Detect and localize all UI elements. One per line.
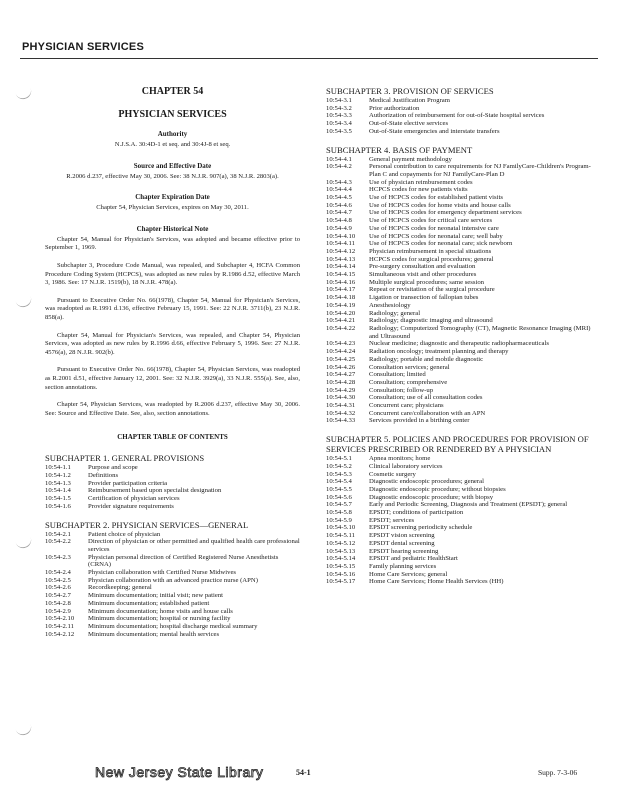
section-number: 10:54-4.25: [326, 355, 356, 363]
section-title: Consultation; follow-up: [369, 386, 434, 394]
section-title: Early and Periodic Screening, Diagnosis and Treatment (EPSDT); general: [369, 501, 568, 509]
subchapter-heading: SUBCHAPTER 4. BASIS OF PAYMENT: [326, 144, 473, 155]
section-title: EPSDT; services: [369, 516, 415, 524]
section-number: 10:54-4.9: [326, 224, 352, 232]
section-number: 10:54-1.2: [45, 471, 71, 479]
toc-entry[interactable]: [45, 592, 300, 600]
section-number: 10:54-3.3: [326, 112, 352, 120]
section-title: Anesthesiology: [369, 301, 411, 309]
section-title: Repeat or revisitation of the surgical procedure: [369, 286, 495, 294]
section-number: 10:54-4.7: [326, 209, 352, 217]
section-number: 10:54-1.6: [45, 502, 71, 510]
expiration-text: Chapter 54, Physician Services, expires on May 30, 2011.: [96, 204, 249, 212]
section-number: 10:54-5.4: [326, 478, 352, 486]
toc-entry[interactable]: [326, 578, 596, 586]
section-number: 10:54-5.15: [326, 562, 356, 570]
section-title: Minimum documentation; initial visit; new patient: [88, 592, 224, 600]
toc-left: [45, 453, 300, 638]
toc-entry[interactable]: [326, 501, 596, 509]
section-title: Minimum documentation; mental health services: [88, 630, 220, 638]
toc-entry[interactable]: [326, 356, 596, 364]
toc-entry[interactable]: [326, 394, 596, 402]
section-title: Minimum documentation; established patient: [88, 599, 210, 607]
subchapter-heading: SUBCHAPTER 1. GENERAL PROVISIONS: [45, 453, 205, 464]
section-title: Personal contribution to care requirements for NJ FamilyCare-Children's Program-Plan C and copayments for NJ FamilyCare-Plan D: [369, 163, 591, 178]
section-title: Purpose and scope: [88, 464, 138, 472]
section-number: 10:54-3.1: [326, 97, 352, 104]
margin-mark: [15, 535, 34, 551]
toc-entry[interactable]: [326, 286, 596, 294]
authority-heading: Authority: [157, 130, 188, 138]
expiration-heading: Chapter Expiration Date: [135, 193, 210, 202]
section-title: Apnea monitors; home: [369, 455, 431, 463]
toc-entry[interactable]: [326, 225, 596, 233]
section-title: EPSDT; conditions of participation: [369, 509, 464, 517]
section-title: Ligation or transection of fallopian tubes: [369, 294, 479, 302]
section-number: 10:54-4.32: [326, 409, 356, 417]
library-stamp: New Jersey State Library: [95, 764, 264, 780]
toc-entry[interactable]: [326, 179, 596, 187]
section-title: Radiology; diagnostic imaging and ultrasound: [369, 317, 493, 325]
toc-entry[interactable]: [45, 584, 300, 592]
chapter-label: CHAPTER 54: [141, 86, 204, 97]
section-number: 10:54-2.10: [45, 615, 75, 623]
section-number: 10:54-4.29: [326, 386, 356, 394]
section-title: Consultation; comprehensive: [369, 378, 448, 386]
toc-entry[interactable]: [326, 340, 596, 348]
section-number: 10:54-4.31: [326, 402, 356, 410]
section-title: Medical Justification Program: [369, 97, 450, 104]
section-title: EPSDT and pediatric HealthStart: [369, 555, 458, 563]
toc-entry[interactable]: [326, 279, 596, 287]
toc-heading: CHAPTER TABLE OF CONTENTS: [117, 433, 228, 442]
section-title: Radiology; general: [369, 309, 421, 317]
section-number: 10:54-1.4: [45, 487, 71, 495]
toc-entry[interactable]: [326, 379, 596, 387]
section-title: Use of HCPCS codes for neonatal care; well baby: [369, 232, 503, 240]
section-number: 10:54-2.12: [45, 630, 75, 638]
section-number: 10:54-4.1: [326, 155, 352, 163]
toc-entry[interactable]: [326, 348, 596, 356]
section-number: 10:54-4.8: [326, 217, 352, 225]
section-number: 10:54-3.5: [326, 127, 352, 135]
section-number: 10:54-5.12: [326, 539, 356, 547]
authority-text: N.J.S.A. 30:4D-1 et seq. and 30:4J-8 et seq.: [114, 141, 231, 148]
right-column: [326, 86, 596, 595]
section-title: Consultation services; general: [369, 363, 450, 371]
section-title: Certification of physician services: [88, 495, 180, 503]
section-number: 10:54-2.9: [45, 607, 71, 615]
history-paragraph: Chapter 54, Manual for Physician's Services, was repealed, and Chapter 54, Physician Services, was adopted as new rules by R.1996 d.66, effective February 5, 1996. See: 27 N.J.R. 4576(a), 28 N.J.R. 902(b).: [45, 331, 300, 356]
toc-list: [45, 531, 300, 639]
section-number: 10:54-1.5: [45, 495, 71, 503]
section-number: 10:54-2.7: [45, 592, 71, 600]
history-paragraph: Pursuant to Executive Order No. 66(1978), Chapter 54, Physician Services, was readopted as R.2001 d.51, effective January 12, 2001. See: 32 N.J.R. 3929(a), 33 N.J.R. 555(a). See, also, section annotations.: [45, 366, 300, 391]
section-title: HCPCS codes for surgical procedures; general: [369, 255, 494, 263]
section-number: 10:54-4.3: [326, 178, 352, 186]
section-number: 10:54-1.1: [45, 464, 71, 472]
section-number: 10:54-5.1: [326, 455, 352, 463]
section-title: Physician collaboration with an advanced practice nurse (APN): [88, 576, 258, 584]
section-title: Cosmetic surgery: [369, 470, 416, 478]
section-title: Reimbursement based upon specialist designation: [88, 487, 222, 495]
subchapter-heading: SUBCHAPTER 2. PHYSICIAN SERVICES—GENERAL: [45, 519, 249, 530]
history-heading: Chapter Historical Note: [136, 224, 209, 233]
toc-entry[interactable]: [326, 156, 596, 164]
section-title: Pre-surgery consultation and evaluation: [369, 263, 476, 271]
section-number: 10:54-5.3: [326, 470, 352, 478]
section-title: HCPCS codes for new patients visits: [369, 186, 468, 194]
section-number: 10:54-4.15: [326, 271, 356, 279]
toc-entry[interactable]: [326, 194, 596, 202]
section-title: Authorization of reimbursement for out-of-State hospital services: [369, 112, 545, 120]
section-title: Minimum documentation; hospital discharge medical summary: [88, 622, 258, 630]
toc-entry[interactable]: [326, 271, 596, 279]
toc-entry[interactable]: [45, 608, 300, 616]
section-number: 10:54-2.6: [45, 584, 71, 592]
toc-entry[interactable]: [326, 555, 596, 563]
section-number: 10:54-4.16: [326, 278, 356, 286]
section-number: 10:54-4.5: [326, 194, 352, 202]
toc-entry[interactable]: [45, 615, 300, 623]
toc-right: [326, 86, 596, 586]
section-number: 10:54-1.3: [45, 479, 71, 487]
section-number: 10:54-5.14: [326, 555, 356, 563]
section-title: Services provided in a birthing center: [369, 417, 470, 425]
section-number: 10:54-5.9: [326, 516, 352, 524]
toc-entry[interactable]: [326, 310, 596, 318]
section-title: Direction of physician or other permitted and qualified health care professional services: [88, 538, 300, 553]
subchapter-heading: SUBCHAPTER 3. PROVISION OF SERVICES: [326, 86, 494, 96]
section-number: 10:54-5.7: [326, 501, 352, 509]
toc-entry[interactable]: [326, 540, 596, 548]
section-title: Use of HCPCS codes for neonatal care; sick newborn: [369, 240, 513, 248]
toc-entry[interactable]: [45, 495, 300, 503]
section-number: 10:54-2.5: [45, 576, 71, 584]
section-title: Consultation; use of all consultation codes: [369, 394, 483, 402]
section-number: 10:54-4.17: [326, 286, 356, 294]
section-number: 10:54-5.11: [326, 532, 355, 540]
section-number: 10:54-5.5: [326, 485, 352, 493]
toc-list: [326, 97, 596, 136]
section-title: Out-of-State emergencies and interstate transfers: [369, 127, 500, 135]
toc-entry[interactable]: [326, 105, 596, 113]
toc-entry[interactable]: [45, 503, 300, 511]
section-number: 10:54-4.26: [326, 363, 356, 371]
section-title: Concurrent care/collaboration with an APN: [369, 409, 486, 417]
margin-mark: [15, 86, 34, 102]
source-heading: Source and Effective Date: [133, 161, 212, 170]
chapter-title: PHYSICIAN SERVICES: [118, 109, 227, 120]
toc-list: [326, 455, 596, 586]
section-number: 10:54-4.22: [326, 324, 356, 332]
section-number: 10:54-5.13: [326, 547, 356, 555]
toc-entry[interactable]: [326, 563, 596, 571]
section-title: Radiology; portable and mobile diagnostic: [369, 355, 484, 363]
history-paragraph: Chapter 54, Physician Services, was readopted by R.2006 d.237, effective May 30, 2006. See: Source and Effective Date. See, also, section annotations.: [45, 401, 300, 417]
toc-entry[interactable]: [326, 263, 596, 271]
toc-entry[interactable]: [326, 478, 596, 486]
section-title: Radiology; Computerized Tomography (CT), Magnetic Resonance Imaging (MRI) and Ultrasound: [369, 324, 591, 340]
section-number: 10:54-4.12: [326, 247, 356, 255]
section-number: 10:54-5.6: [326, 493, 352, 501]
section-title: Nuclear medicine; diagnostic and therapeutic radiopharmaceuticals: [369, 340, 549, 348]
section-title: Recordkeeping; general: [88, 584, 152, 592]
toc-entry[interactable]: [326, 548, 596, 556]
section-number: 10:54-4.24: [326, 348, 356, 356]
toc-entry[interactable]: [326, 294, 596, 302]
section-title: Minimum documentation; hospital or nursing facility: [88, 615, 231, 623]
section-title: Simultaneous visit and other procedures: [369, 271, 477, 279]
toc-entry[interactable]: [326, 417, 596, 425]
toc-entry[interactable]: [326, 163, 596, 178]
toc-entry[interactable]: [326, 248, 596, 256]
section-number: 10:54-4.28: [326, 378, 356, 386]
history-notes: [45, 236, 300, 419]
section-number: 10:54-5.17: [326, 578, 356, 586]
section-title: Diagnostic endoscopic procedures; general: [369, 478, 484, 486]
section-title: Provider participation criteria: [88, 479, 168, 487]
section-title: Physician reimbursement in special situations: [369, 247, 492, 255]
toc-entry[interactable]: [326, 202, 596, 210]
toc-entry[interactable]: [45, 554, 300, 569]
toc-entry[interactable]: [45, 480, 300, 488]
section-number: 10:54-4.19: [326, 301, 356, 309]
toc-entry[interactable]: [45, 464, 300, 472]
subchapter-heading: SUBCHAPTER 5. POLICIES AND PROCEDURES FOR PROVISION OF SERVICES PRESCRIBED OR RENDERED BY A PHYSICIAN: [326, 434, 589, 455]
toc-list: [45, 464, 300, 510]
toc-entry[interactable]: [326, 128, 596, 136]
section-title: Home Care Services; general: [369, 570, 448, 578]
section-title: Prior authorization: [369, 104, 420, 112]
toc-entry[interactable]: [45, 569, 300, 577]
section-number: 10:54-4.30: [326, 394, 356, 402]
toc-list: [326, 156, 596, 426]
section-title: Family planning services: [369, 562, 437, 570]
toc-entry[interactable]: [326, 97, 596, 105]
section-number: 10:54-4.18: [326, 294, 356, 302]
left-column: [45, 86, 300, 647]
toc-entry[interactable]: [326, 524, 596, 532]
section-title: Provider signature requirements: [88, 502, 174, 510]
section-number: 10:54-3.4: [326, 120, 352, 128]
history-paragraph: Chapter 54, Manual for Physician's Services, was adopted and became effective prior to September 1, 1969.: [45, 235, 300, 252]
section-number: 10:54-4.4: [326, 186, 352, 194]
toc-entry[interactable]: [45, 538, 300, 553]
toc-entry[interactable]: [45, 623, 300, 631]
section-number: 10:54-4.27: [326, 371, 356, 379]
toc-entry[interactable]: [45, 487, 300, 495]
toc-entry[interactable]: [45, 600, 300, 608]
section-title: Radiation oncology; treatment planning and therapy: [369, 348, 509, 356]
toc-entry[interactable]: [326, 186, 596, 194]
section-title: EPSDT dental screening: [369, 539, 435, 547]
toc-entry[interactable]: [326, 532, 596, 540]
section-title: Clinical laboratory services: [369, 462, 443, 470]
toc-entry[interactable]: [326, 387, 596, 395]
section-title: Concurrent care; physicians: [369, 402, 444, 410]
toc-entry[interactable]: [326, 240, 596, 248]
section-title: Use of HCPCS codes for neonatal intensive care: [369, 224, 499, 232]
section-number: 10:54-4.6: [326, 201, 352, 209]
toc-entry[interactable]: [45, 577, 300, 585]
history-paragraph: Pursuant to Executive Order No. 66(1978), Chapter 54, Manual for Physician's Services, was readopted as R.1991 d.136, effective February 15, 1991. See: 22 N.J.R. 3711(b), 23 N.J.R. 858(a).: [45, 296, 300, 321]
section-title: Use of HCPCS codes for home visits and house calls: [369, 201, 511, 209]
section-title: Multiple surgical procedures; same session: [369, 278, 485, 286]
toc-entry[interactable]: [326, 217, 596, 225]
section-number: 10:54-4.21: [326, 317, 356, 325]
toc-entry[interactable]: [326, 120, 596, 128]
section-title: Use of physician reimbursement codes: [369, 178, 473, 186]
section-number: 10:54-2.3: [45, 553, 71, 561]
section-title: EPSDT screening periodicity schedule: [369, 524, 473, 532]
toc-entry[interactable]: [45, 472, 300, 480]
section-title: Diagnostic endoscopic procedure; with biopsy: [369, 493, 494, 501]
section-title: Use of HCPCS codes for emergency department services: [369, 209, 522, 217]
section-title: EPSDT vision screening: [369, 532, 435, 540]
toc-entry[interactable]: [326, 571, 596, 579]
toc-entry[interactable]: [326, 410, 596, 418]
toc-entry[interactable]: [326, 486, 596, 494]
section-number: 10:54-4.10: [326, 232, 356, 240]
section-number: 10:54-5.8: [326, 509, 352, 517]
toc-entry[interactable]: [326, 302, 596, 310]
section-title: Home Care Services; Home Health Services (HH): [369, 578, 504, 586]
section-title: Patient choice of physician: [88, 530, 161, 538]
toc-entry[interactable]: [326, 517, 596, 525]
supplement-date: Supp. 7-3-06: [538, 768, 578, 777]
source-text: R.2006 d.237, effective May 30, 2006. See: 38 N.J.R. 907(a), 38 N.J.R. 2803(a).: [66, 172, 279, 180]
section-title: EPSDT hearing screening: [369, 547, 439, 555]
toc-entry[interactable]: [45, 631, 300, 639]
toc-entry[interactable]: [326, 364, 596, 372]
section-number: 10:54-2.8: [45, 599, 71, 607]
section-title: Use of HCPCS codes for established patient visits: [369, 194, 503, 202]
section-number: 10:54-2.11: [45, 622, 74, 630]
section-title: Diagnostic endoscopic procedure; without biopsies: [369, 485, 506, 493]
section-number: 10:54-4.23: [326, 340, 356, 348]
margin-mark: [15, 294, 34, 310]
header-rule: [20, 58, 598, 59]
margin-mark: [15, 722, 34, 738]
section-number: 10:54-4.14: [326, 263, 356, 271]
section-number: 10:54-4.13: [326, 255, 356, 263]
section-number: 10:54-5.2: [326, 462, 352, 470]
section-number: 10:54-2.2: [45, 538, 71, 546]
toc-entry[interactable]: [326, 494, 596, 502]
toc-entry[interactable]: [326, 209, 596, 217]
section-number: 10:54-4.20: [326, 309, 356, 317]
running-head: PHYSICIAN SERVICES: [22, 41, 144, 53]
section-number: 10:54-4.2: [326, 163, 352, 171]
section-title: Use of HCPCS codes for critical care services: [369, 217, 493, 225]
toc-entry[interactable]: [326, 317, 596, 325]
toc-entry[interactable]: [326, 455, 596, 463]
section-number: 10:54-2.4: [45, 569, 71, 577]
toc-entry[interactable]: [45, 531, 300, 539]
toc-entry[interactable]: [326, 325, 596, 340]
toc-entry[interactable]: [326, 112, 596, 120]
toc-entry[interactable]: [326, 402, 596, 410]
section-number: 10:54-3.2: [326, 104, 352, 112]
section-title: Consultation; limited: [369, 371, 426, 379]
page-number: 54-1: [296, 768, 311, 777]
section-number: 10:54-5.16: [326, 570, 356, 578]
section-title: General payment methodology: [369, 155, 452, 163]
section-title: Physician collaboration with Certified Nurse Midwives: [88, 569, 237, 577]
toc-entry[interactable]: [326, 371, 596, 379]
section-title: Definitions: [88, 471, 119, 479]
section-title: Out-of-State elective services: [369, 120, 449, 128]
history-paragraph: Subchapter 3, Procedure Code Manual, was repealed, and Subchapter 4, HCFA Common Procedure Coding System (HCPCS), was adopted as new rules by R.1986 d.52, effective March 3, 1986. See: 17 N.J.R. 1519(b), 18 N.J.R. 478(a).: [45, 261, 300, 287]
toc-entry[interactable]: [326, 256, 596, 264]
toc-entry[interactable]: [326, 463, 596, 471]
toc-entry[interactable]: [326, 471, 596, 479]
section-number: 10:54-4.33: [326, 417, 356, 425]
section-number: 10:54-5.10: [326, 524, 356, 532]
toc-entry[interactable]: [326, 509, 596, 517]
section-number: 10:54-4.11: [326, 240, 355, 248]
section-title: Physician personal direction of Certified Registered Nurse Anesthetists (CRNA): [88, 553, 279, 569]
section-title: Minimum documentation; home visits and house calls: [88, 607, 233, 615]
section-number: 10:54-2.1: [45, 530, 71, 538]
toc-entry[interactable]: [326, 233, 596, 241]
